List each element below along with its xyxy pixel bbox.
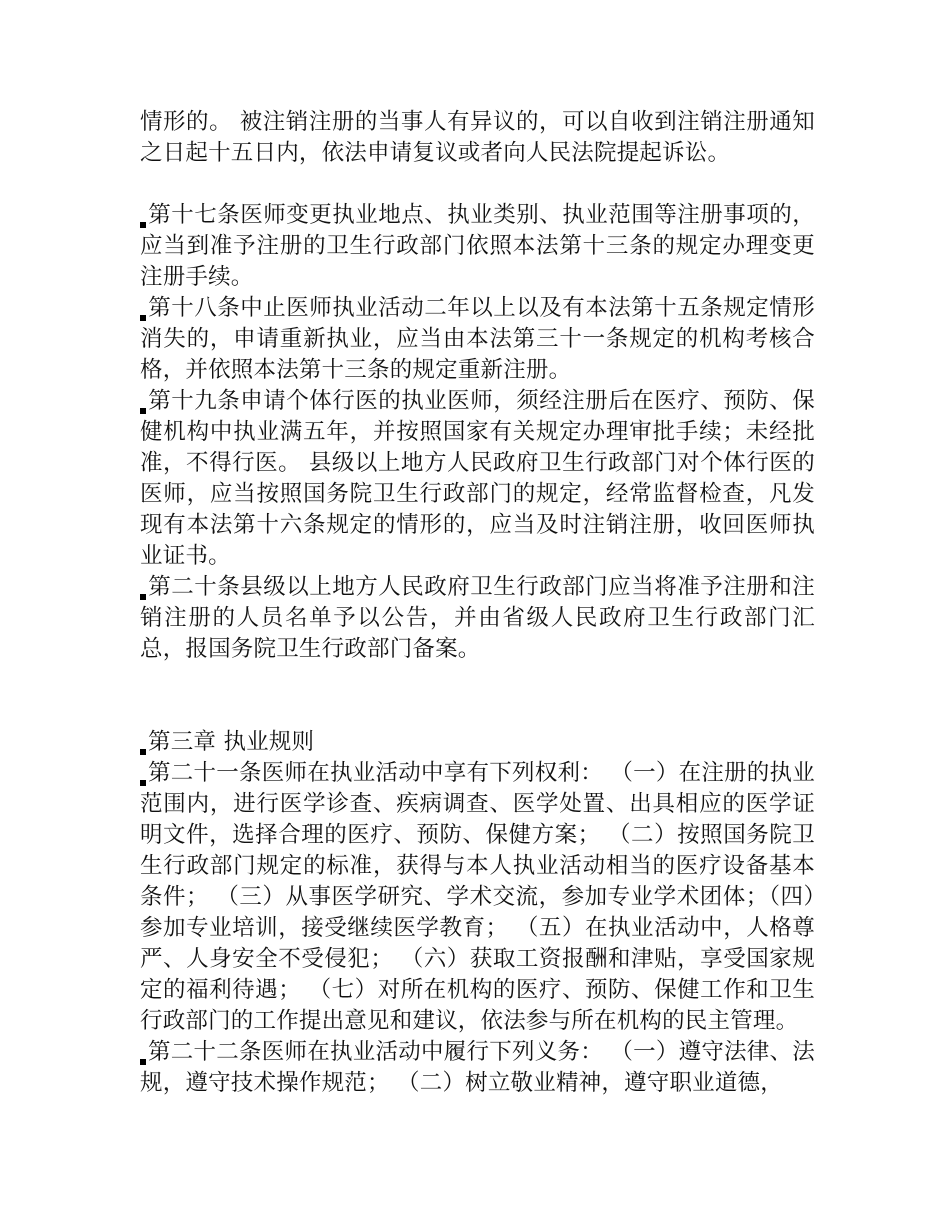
chapter-title: 第三章 执业规则 bbox=[148, 729, 315, 755]
paragraph-text: 第二十二条医师在执业活动中履行下列义务： （一）遵守法律、法规，遵守技术操作规范； （二）树立敬业精神，遵守职业道德， bbox=[140, 1039, 815, 1096]
bullet-marker-icon bbox=[140, 222, 146, 228]
bullet-marker-icon bbox=[140, 749, 146, 755]
section-gap bbox=[140, 665, 815, 727]
paragraph-text: 第二十一条医师在执业活动中享有下列权利： （一）在注册的执业范围内，进行医学诊查、疾病调查、医学处置、出具相应的医学证明文件，选择合理的医疗、预防、保健方案； （二）按照国务院卫生行政部门规定的标准，获得与本人执业活动相当的医疗设备基本条件； （三）从事医学研究、学术交流，参加专业学术团体；（四）参加专业培训，接受继续医学教育； （五）在执业活动中，人格尊严、人身安全不受侵犯； （六）获取工资报酬和津贴，享受国家规定的福利待遇； （七）对所在机构的医疗、预防、保健工作和卫生行政部门的工作提出意见和建议，依法参与所在机构的民主管理。 bbox=[140, 760, 815, 1034]
paragraph-article-21 bbox=[140, 758, 815, 1037]
paragraph-gap bbox=[140, 169, 815, 200]
paragraph-article-20 bbox=[140, 572, 815, 665]
paragraph-article-22 bbox=[140, 1037, 815, 1099]
bullet-marker-icon bbox=[140, 1059, 146, 1065]
chapter-heading bbox=[140, 727, 815, 758]
paragraph-article-17 bbox=[140, 200, 815, 293]
bullet-marker-icon bbox=[140, 780, 146, 786]
bullet-marker-icon bbox=[140, 315, 146, 321]
paragraph-continuation bbox=[140, 107, 815, 169]
paragraph-text: 第十九条申请个体行医的执业医师，须经注册后在医疗、预防、保健机构中执业满五年，并按照国家有关规定办理审批手续；未经批准，不得行医。 县级以上地方人民政府卫生行政部门对个体行医的医师，应当按照国务院卫生行政部门的规定，经常监督检查，凡发现有本法第十六条规定的情形的，应当及时注销注册，收回医师执业证书。 bbox=[140, 388, 815, 569]
document-page bbox=[140, 107, 815, 1099]
paragraph-text: 第十七条医师变更执业地点、执业类别、执业范围等注册事项的，应当到准予注册的卫生行政部门依照本法第十三条的规定办理变更注册手续。 bbox=[140, 202, 815, 290]
paragraph-text: 第二十条县级以上地方人民政府卫生行政部门应当将准予注册和注销注册的人员名单予以公告，并由省级人民政府卫生行政部门汇总，报国务院卫生行政部门备案。 bbox=[140, 574, 815, 662]
bullet-marker-icon bbox=[140, 408, 146, 414]
bullet-marker-icon bbox=[140, 594, 146, 600]
paragraph-article-19 bbox=[140, 386, 815, 572]
paragraph-article-18 bbox=[140, 293, 815, 386]
paragraph-text: 情形的。 被注销注册的当事人有异议的，可以自收到注销注册通知之日起十五日内，依法申请复议或者向人民法院提起诉讼。 bbox=[140, 109, 815, 166]
paragraph-text: 第十八条中止医师执业活动二年以上以及有本法第十五条规定情形消失的，申请重新执业，应当由本法第三十一条规定的机构考核合格，并依照本法第十三条的规定重新注册。 bbox=[140, 295, 815, 383]
